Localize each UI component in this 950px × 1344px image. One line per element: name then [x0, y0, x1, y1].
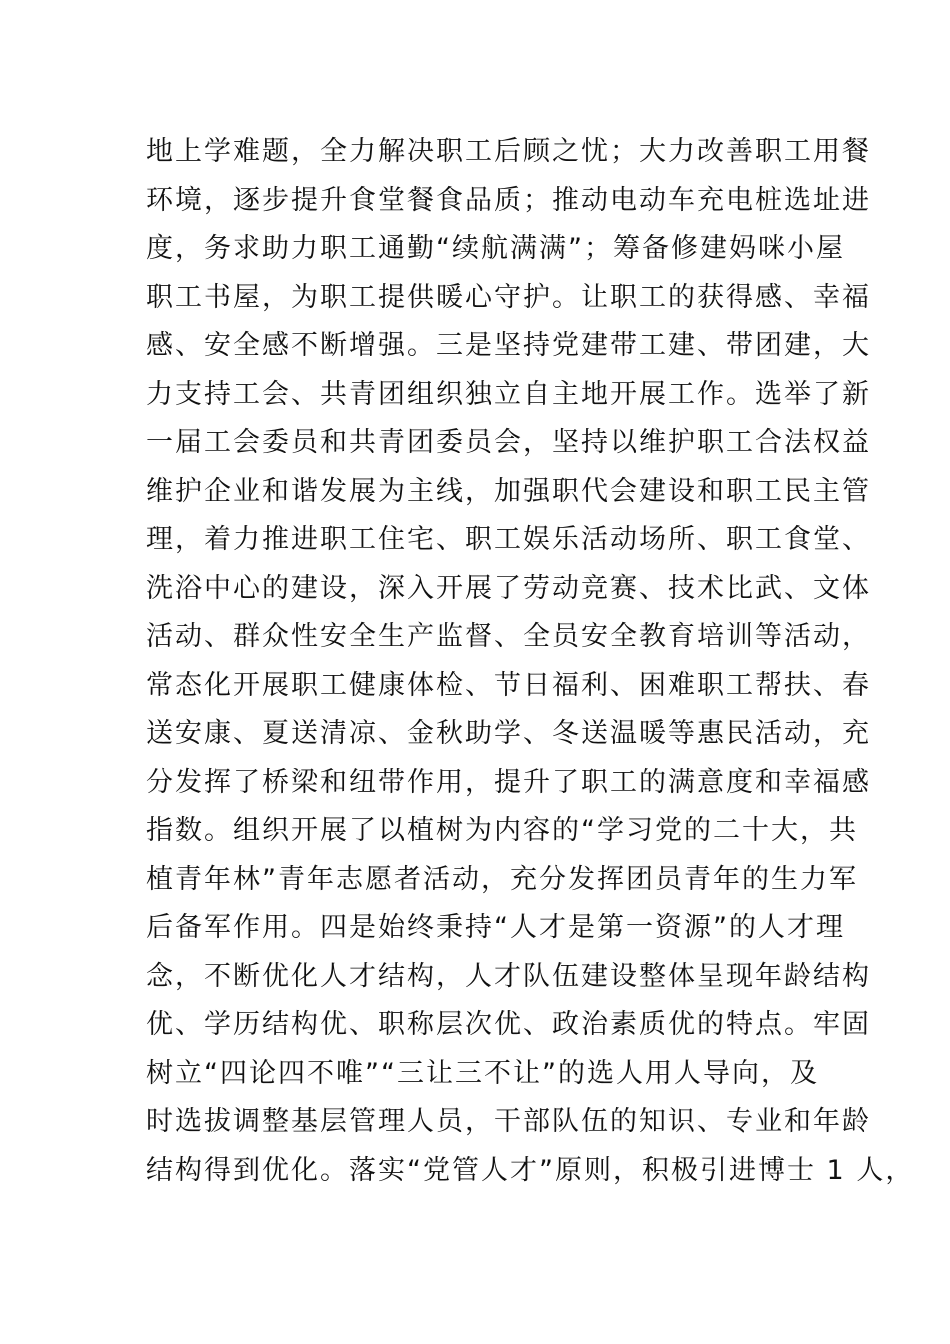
text-line: 地上学难题，全力解决职工后顾之忧；大力改善职工用餐 [146, 136, 871, 167]
text-line: 结构得到优化。落实“党管人才”原则，积极引进博士 1 人， [146, 1154, 915, 1186]
text-line: 理，着力推进职工住宅、职工娱乐活动场所、职工食堂、 [146, 524, 871, 555]
text-line: 分发挥了桥梁和纽带作用，提升了职工的满意度和幸福感 [146, 766, 871, 798]
text-line: 优、学历结构优、职称层次优、政治素质优的特点。牢固 [146, 1009, 871, 1040]
text-line: 环境，逐步提升食堂餐食品质；推动电动车充电桩选址进 [146, 184, 871, 216]
text-line: 送安康、夏送清凉、金秋助学、冬送温暖等惠民活动，充 [146, 718, 871, 749]
text-line: 职工书屋，为职工提供暖心守护。让职工的获得感、幸福 [146, 281, 871, 313]
text-line: 度，务求助力职工通勤“续航满满”；筹备修建妈咪小屋 [146, 233, 845, 264]
body-text [146, 128, 915, 1195]
text-line: 力支持工会、共青团组织独立自主地开展工作。选举了新 [146, 378, 871, 410]
text-line: 感、安全感不断增强。三是坚持党建带工建、带团建，大 [146, 330, 871, 361]
text-line: 洗浴中心的建设，深入开展了劳动竞赛、技术比武、文体 [146, 572, 871, 604]
text-line: 活动、群众性安全生产监督、全员安全教育培训等活动， [146, 621, 871, 652]
text-line: 一届工会委员和共青团委员会，坚持以维护职工合法权益 [146, 427, 871, 458]
text-line: 时选拔调整基层管理人员，干部队伍的知识、专业和年龄 [146, 1106, 871, 1137]
text-line: 树立“四论四不唯”“三让三不让”的选人用人导向，及 [146, 1057, 819, 1089]
text-line: 植青年林”青年志愿者活动，充分发挥团员青年的生力军 [146, 863, 858, 895]
text-line: 念，不断优化人才结构，人才队伍建设整体呈现年龄结构 [146, 960, 871, 992]
text-line: 指数。组织开展了以植树为内容的“学习党的二十大，共 [146, 815, 858, 846]
text-line: 常态化开展职工健康体检、节日福利、困难职工帮扶、春 [146, 669, 871, 701]
text-line: 后备军作用。四是始终秉持“人才是第一资源”的人才理 [146, 912, 845, 943]
text-line: 维护企业和谐发展为主线，加强职代会建设和职工民主管 [146, 475, 871, 507]
